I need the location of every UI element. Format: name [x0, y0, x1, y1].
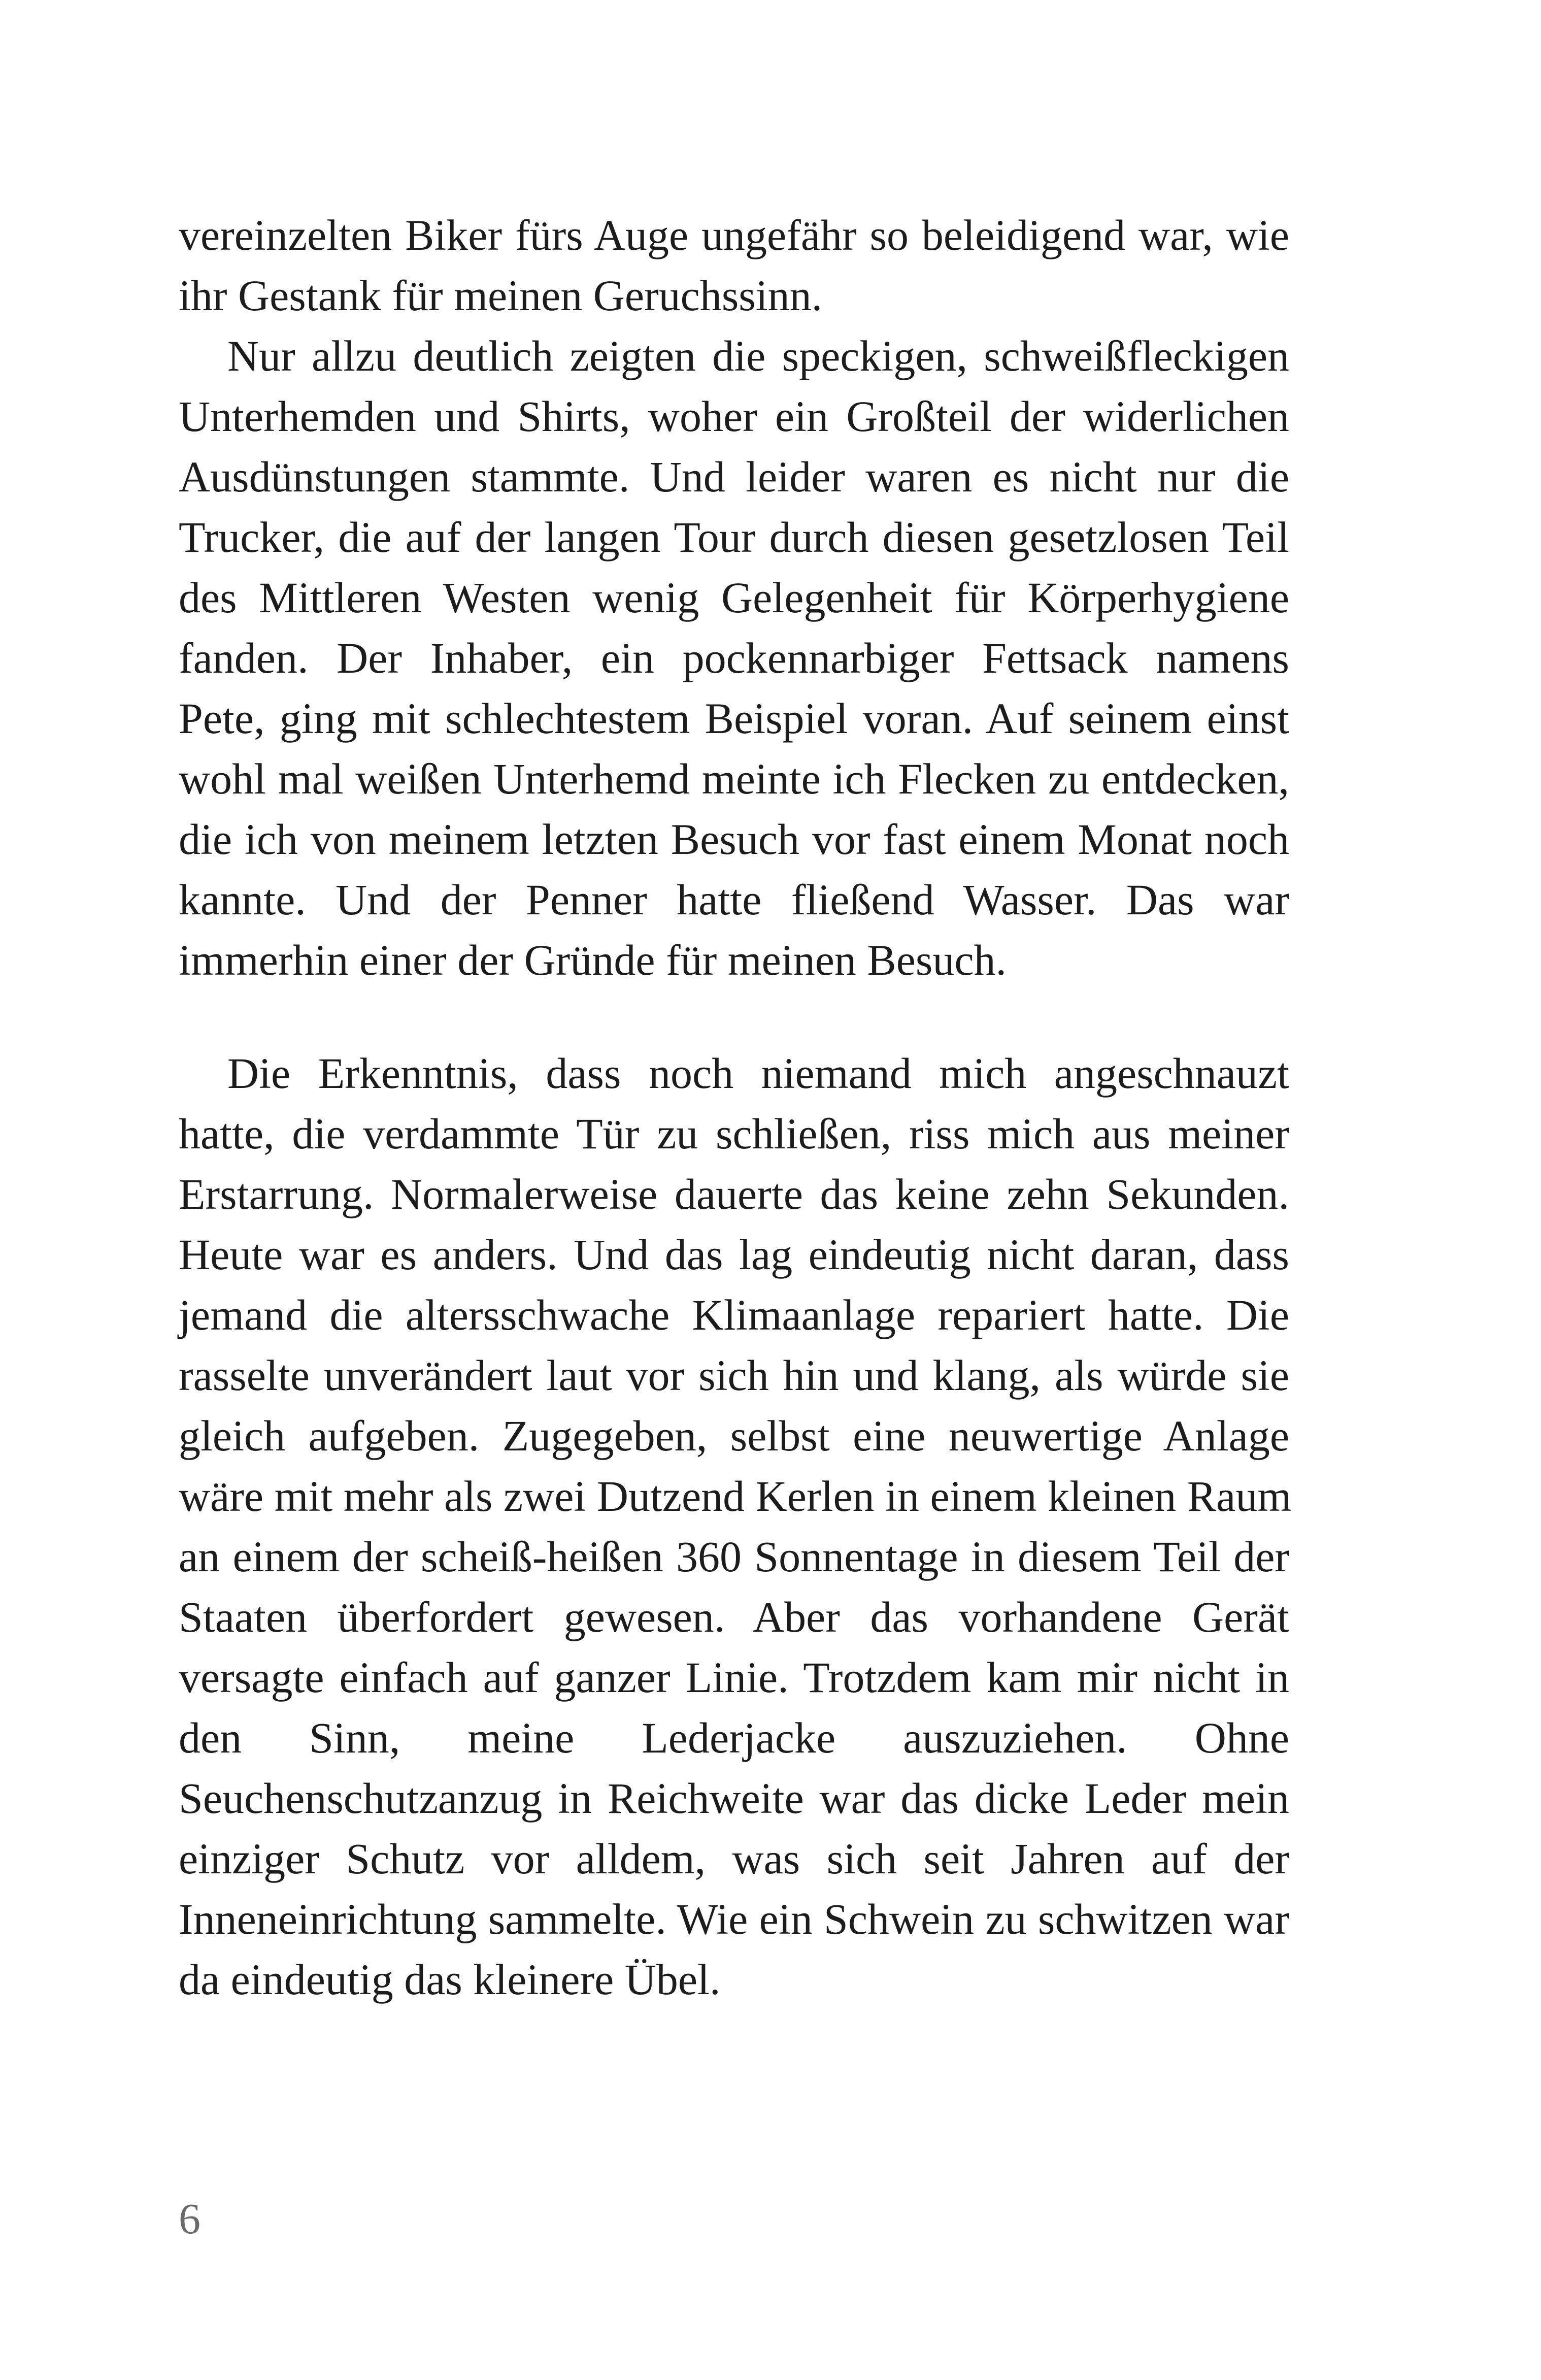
text-line: jemand die altersschwache Klimaanlage repariert hatte. Die: [179, 1291, 1289, 1339]
text-line: Unterhemden und Shirts, woher ein Großteil der widerlichen: [179, 392, 1289, 441]
text-line: wäre mit mehr als zwei Dutzend Kerlen in einem kleinen Raum: [179, 1472, 1292, 1520]
paragraph-3: [179, 1043, 1292, 2010]
page-number: 6: [179, 2194, 200, 2243]
text-line: Trucker, die auf der langen Tour durch diesen gesetzlosen Teil: [179, 513, 1289, 561]
text-line: Ausdünstungen stammte. Und leider waren es nicht nur die: [179, 452, 1289, 501]
text-line: einziger Schutz vor alldem, was sich seit Jahren auf der: [179, 1834, 1289, 1883]
text-section-1: [179, 205, 1289, 990]
text-line: Erstarrung. Normalerweise dauerte das keine zehn Sekunden.: [179, 1170, 1289, 1218]
text-line: wohl mal weißen Unterhemd meinte ich Flecken zu entdecken,: [179, 754, 1289, 803]
paragraph-1: [179, 205, 1289, 326]
paragraph-2: [179, 326, 1289, 990]
text-line: Die Erkenntnis, dass noch niemand mich angeschnauzt: [227, 1049, 1289, 1098]
text-line: Seuchenschutzanzug in Reichweite war das dicke Leder mein: [179, 1774, 1289, 1823]
text-line: kannte. Und der Penner hatte fließend Wasser. Das war: [179, 875, 1289, 924]
text-line: Staaten überfordert gewesen. Aber das vorhandene Gerät: [179, 1593, 1289, 1641]
text-line: immerhin einer der Gründe für meinen Besuch.: [179, 936, 1007, 984]
text-line: hatte, die verdammte Tür zu schließen, riss mich aus meiner: [179, 1109, 1289, 1158]
text-line: da eindeutig das kleinere Übel.: [179, 1955, 721, 2004]
text-line: fanden. Der Inhaber, ein pockennarbiger Fettsack namens: [179, 634, 1289, 682]
text-line: versagte einfach auf ganzer Linie. Trotzdem kam mir nicht in: [179, 1653, 1289, 1702]
text-line: die ich von meinem letzten Besuch vor fast einem Monat noch: [179, 815, 1289, 864]
text-line: Nur allzu deutlich zeigten die speckigen, schweißfleckigen: [227, 332, 1289, 380]
text-line: Pete, ging mit schlechtestem Beispiel voran. Auf seinem einst: [179, 694, 1289, 743]
text-line: gleich aufgeben. Zugegeben, selbst eine neuwertige Anlage: [179, 1411, 1289, 1460]
text-line: vereinzelten Biker fürs Auge ungefähr so beleidigend war, wie: [179, 211, 1289, 259]
text-line: den Sinn, meine Lederjacke auszuziehen. Ohne: [179, 1713, 1289, 1762]
text-line: Inneneinrichtung sammelte. Wie ein Schwein zu schwitzen war: [179, 1895, 1289, 1943]
text-line: des Mittleren Westen wenig Gelegenheit für Körperhygiene: [179, 573, 1289, 622]
text-section-2: [179, 1043, 1292, 2010]
text-line: an einem der scheiß-heißen 360 Sonnentage in diesem Teil der: [179, 1532, 1289, 1581]
text-line: Heute war es anders. Und das lag eindeutig nicht daran, dass: [179, 1230, 1289, 1279]
text-line: rasselte unverändert laut vor sich hin und klang, als würde sie: [179, 1351, 1289, 1400]
text-line: ihr Gestank für meinen Geruchssinn.: [179, 271, 823, 320]
